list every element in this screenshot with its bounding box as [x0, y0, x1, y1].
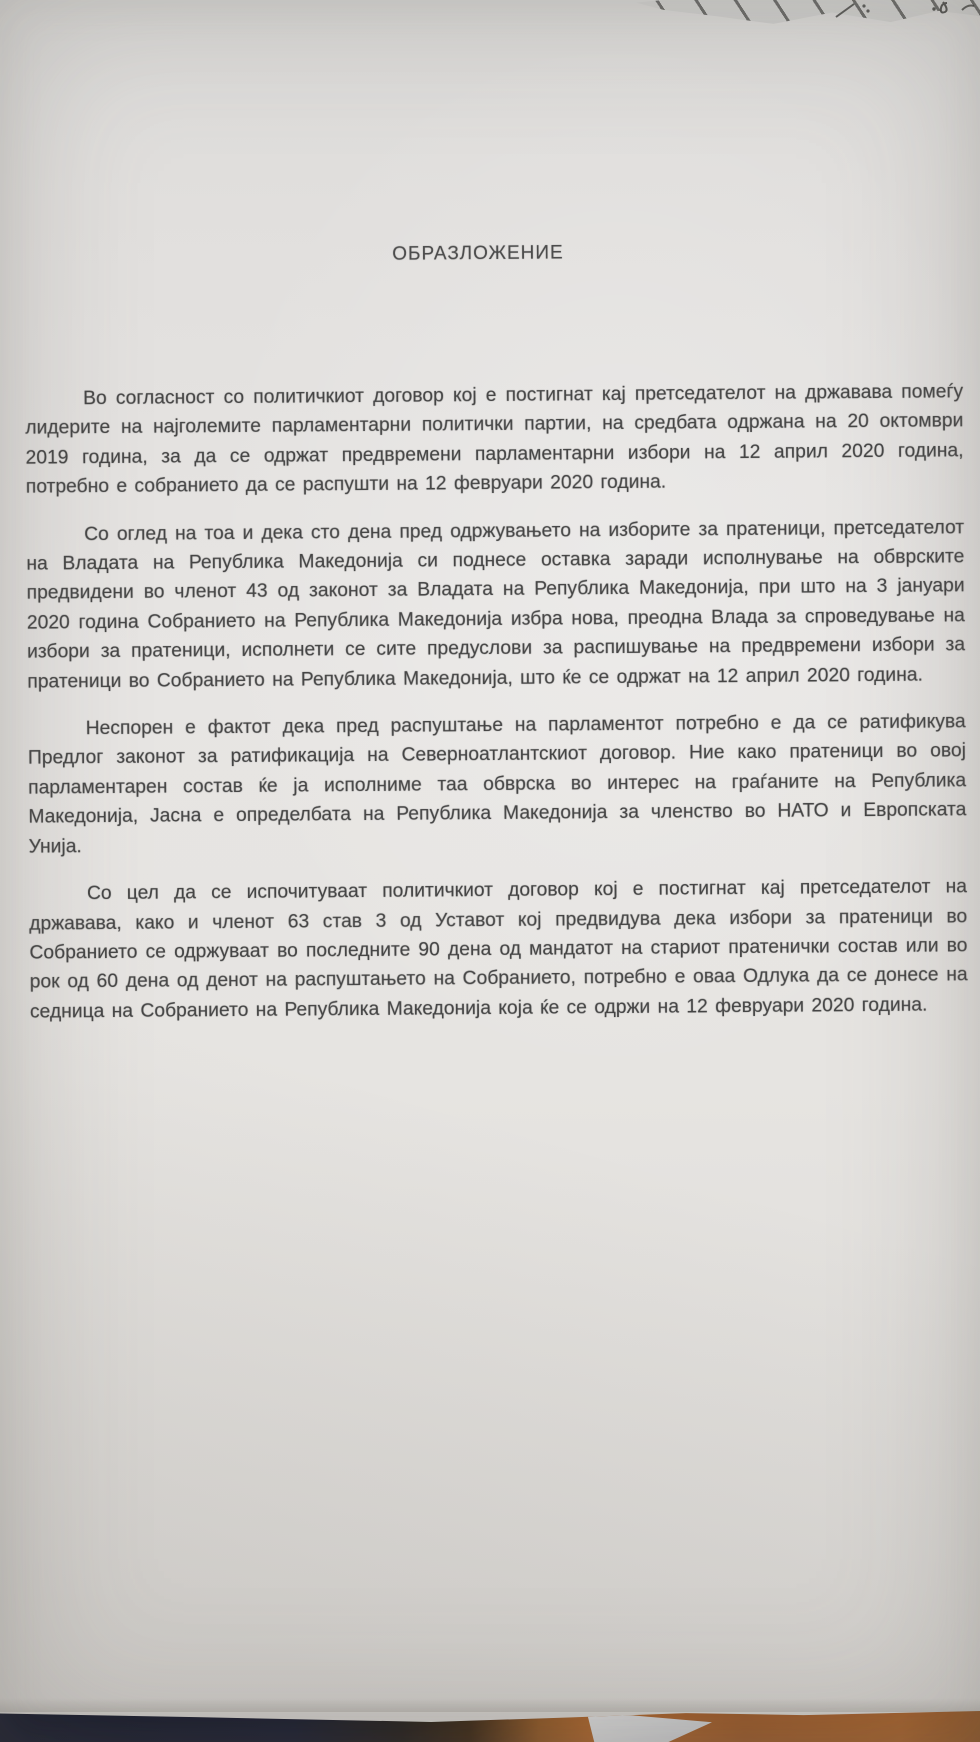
document-title: ОБРАЗЛОЖЕНИЕ — [392, 242, 564, 265]
paragraph-4: Со цел да се испочитуваат политичкиот договор кој е постигнат кај претседателот на државава, како и членот 63 став 3 од Уставот кој предвидува дека избори за пратеници во Собранието се одржуваат во последните 90 дена од мандатот на стариот пратенички состав или во рок од 60 дена од денот на распуштањето на Собранието, потребно е оваа Одлука да се донесе на седница на Собранието на Република Македонија која ќе се одржи на 12 февруари 2020 година. — [29, 876, 968, 1023]
table-surface — [0, 1708, 980, 1742]
paper-bottom-edge-shadow — [0, 1698, 980, 1712]
underlying-paper-corner — [584, 1708, 712, 1742]
paragraph-1: Во согласност со политичкиот договор кој е постигнат кај претседателот на државава помеѓу лидерите на најголемите парламентарни политички партии, на средбата одржана на 20 октомври 2019 година, за да се одржат предвремени парламентарни избори на 12 април 2020 година, потребно е собранието да се распушти на 12 февруари 2020 година. — [25, 381, 964, 498]
paragraph-2: Со оглед на тоа и дека сто дена пред одржувањето на изборите за пратеници, претседателот на Владата на Република Македонија си поднесе оставка заради исполнување на обврските предвидени во членот 43 од законот за Владата на Република Македонија, при што на 3 јануари 2020 година Собранието на Република Македонија избра нова, преодна Влада за спроведување на избори за пратеници, исполнети се сите предуслови за распишување на предвремени избори за пратеници во Собранието на Република Македонија, што ќе се одржат на 12 април 2020 година. — [26, 516, 966, 693]
paragraph-3: Неспорен е фактот дека пред распуштање на парламентот потребно е да се ратификува Предлог законот за ратификација на Северноатлантскиот договор. Ние како пратеници во овој парламентарен состав ќе ја исполниме таа обврска во интерес на граѓаните на Република Македонија, Јасна е определбата на Република Македонија за членство во НАТО и Европската Унија. — [27, 711, 967, 858]
document-body — [25, 377, 968, 1026]
